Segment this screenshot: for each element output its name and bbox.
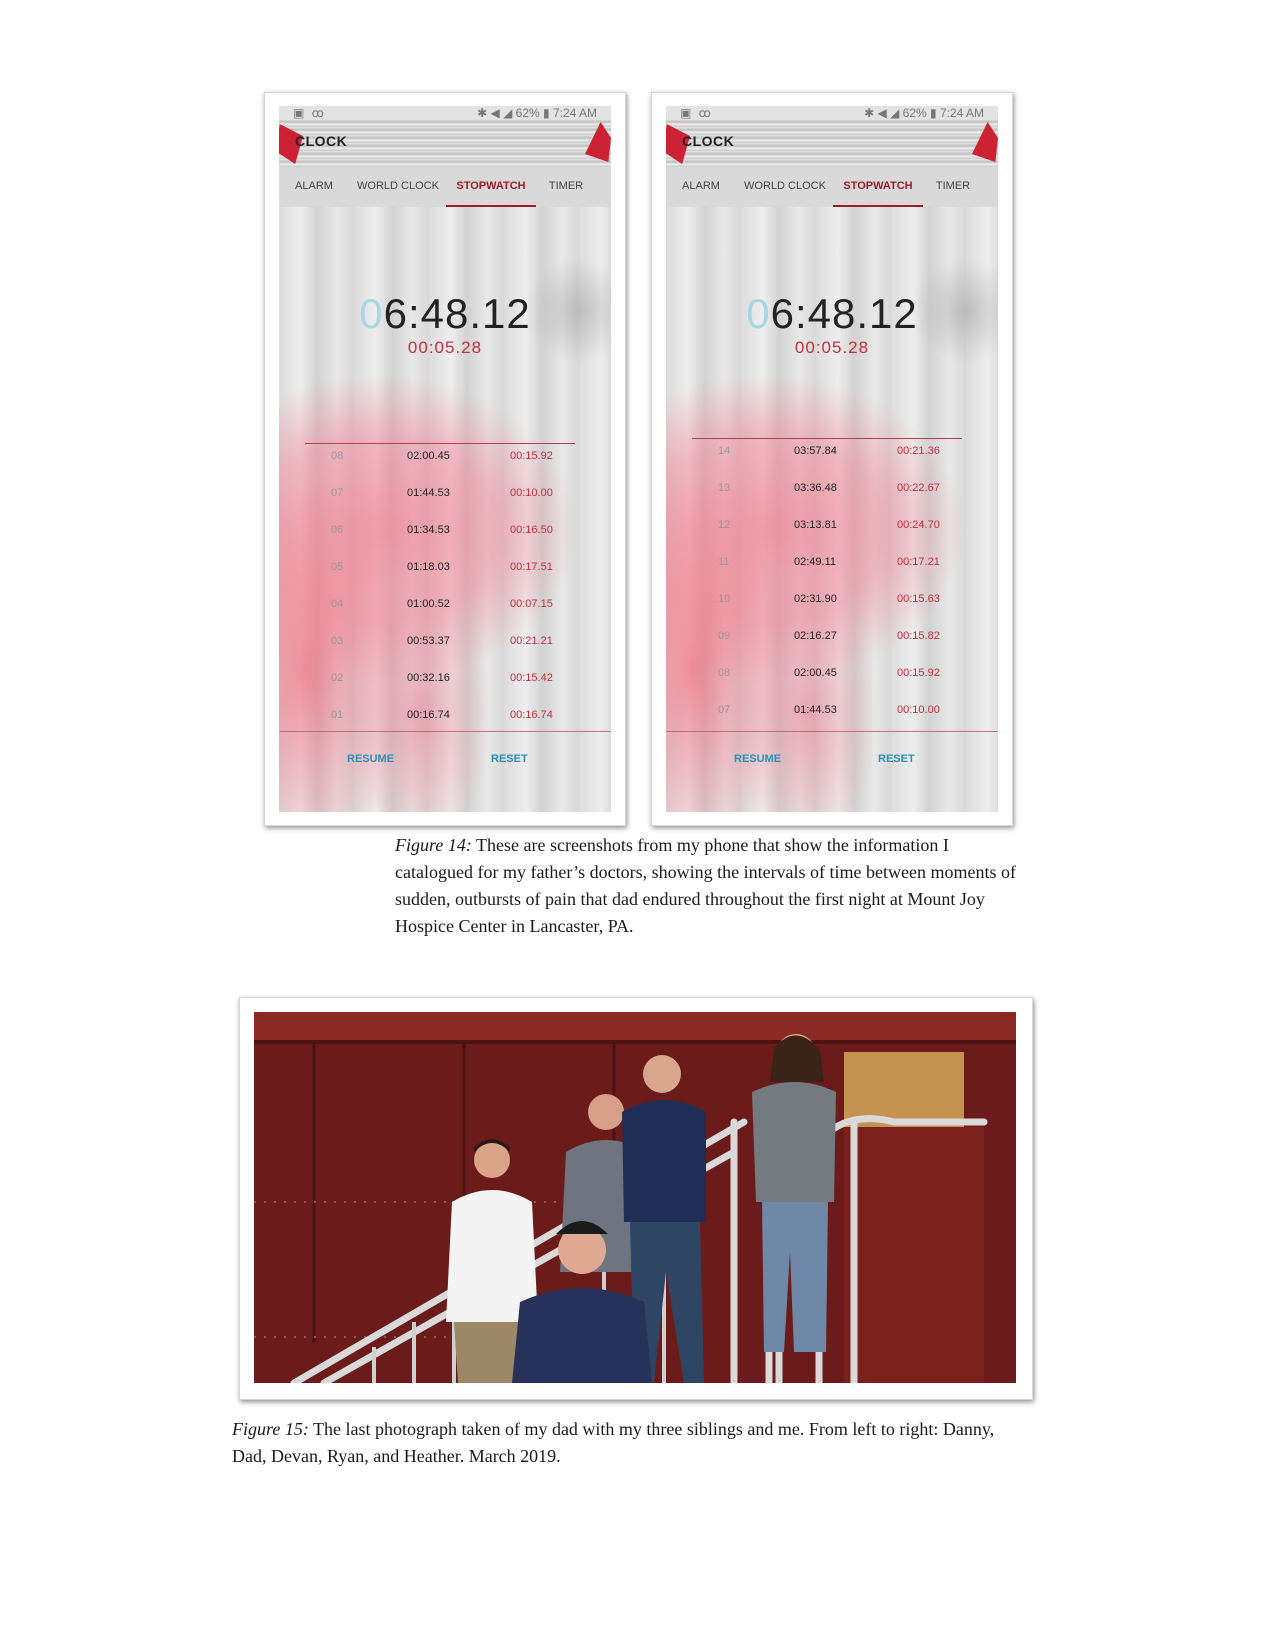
- lap-total-time: 02:31.90: [794, 593, 837, 605]
- lap-row: [279, 672, 611, 709]
- lap-row: [279, 561, 611, 598]
- tab-bar: [666, 167, 998, 207]
- phone-screenshot-left: [264, 92, 626, 826]
- lap-split-time: 00:22.67: [897, 482, 940, 494]
- button-divider: [279, 731, 611, 732]
- lap-total-time: 03:57.84: [794, 445, 837, 457]
- lap-number: 02: [331, 672, 344, 684]
- tab-timer[interactable]: TIMER: [548, 180, 584, 192]
- lap-total-time: 02:16.27: [794, 630, 837, 642]
- resume-button[interactable]: RESUME: [347, 753, 395, 765]
- tab-stopwatch[interactable]: STOPWATCH: [446, 167, 536, 207]
- elapsed-digits: 6:48.12: [770, 290, 918, 337]
- app-title: CLOCK: [295, 133, 348, 149]
- stopwatch-elapsed-time: [279, 290, 611, 338]
- lap-number: 07: [718, 704, 731, 716]
- lap-total-time: 01:34.53: [407, 524, 450, 536]
- lap-row: [666, 630, 998, 667]
- figure-15-text: The last photograph taken of my dad with my three siblings and me. From left to right: Danny, Dad, Devan, Ryan, and Heather. March 2019.: [232, 1419, 995, 1466]
- lap-total-time: 01:00.52: [407, 598, 450, 610]
- stopwatch-screen: [666, 106, 998, 812]
- tab-world-clock[interactable]: WORLD CLOCK: [357, 180, 439, 192]
- phone-screenshot-right: [651, 92, 1013, 826]
- figure-15-caption: [232, 1416, 1032, 1470]
- status-bar: [666, 106, 998, 120]
- lap-split-time: 00:16.74: [510, 709, 553, 721]
- lap-row: [666, 704, 998, 741]
- lap-total-time: 01:44.53: [794, 704, 837, 716]
- status-indicators: ✱ ◀ ◢ 62% ▮ 7:24 AM: [864, 106, 984, 120]
- lap-row: [279, 524, 611, 561]
- lap-number: 08: [718, 667, 731, 679]
- lap-split-time: 00:15.82: [897, 630, 940, 642]
- lap-split-time: 00:15.63: [897, 593, 940, 605]
- lap-number: 06: [331, 524, 344, 536]
- lap-number: 10: [718, 593, 731, 605]
- lap-total-time: 01:44.53: [407, 487, 450, 499]
- lap-split-time: 00:17.21: [897, 556, 940, 568]
- lap-number: 08: [331, 450, 344, 462]
- current-lap-time: 00:05.28: [407, 338, 483, 357]
- lap-row: [666, 519, 998, 556]
- button-divider: [666, 731, 998, 732]
- lap-total-time: 03:36.48: [794, 482, 837, 494]
- lap-number: 12: [718, 519, 731, 531]
- stopwatch-screen: [279, 106, 611, 812]
- family-photo: [254, 1012, 1016, 1383]
- lap-total-time: 02:00.45: [794, 667, 837, 679]
- lap-row: [666, 556, 998, 593]
- app-header: [279, 120, 611, 167]
- notification-icons: ▣ ꝏ: [680, 106, 713, 120]
- figure-15-label: Figure 15:: [232, 1419, 309, 1439]
- figure-14-caption: [395, 832, 1025, 940]
- lap-split-time: 00:10.00: [897, 704, 940, 716]
- lap-number: 07: [331, 487, 344, 499]
- lap-split-time: 00:17.51: [510, 561, 553, 573]
- tab-timer[interactable]: TIMER: [935, 180, 971, 192]
- lap-row: [279, 709, 611, 746]
- lap-number: 04: [331, 598, 344, 610]
- tab-alarm[interactable]: ALARM: [682, 180, 720, 192]
- lap-total-time: 00:16.74: [407, 709, 450, 721]
- lap-split-time: 00:16.50: [510, 524, 553, 536]
- lap-list: [279, 450, 611, 746]
- lap-total-time: 03:13.81: [794, 519, 837, 531]
- elapsed-leading-digit: 0: [359, 290, 384, 337]
- leaf-decoration-icon: [972, 122, 998, 162]
- stopwatch-elapsed-time: [666, 290, 998, 338]
- resume-button[interactable]: RESUME: [734, 753, 782, 765]
- app-header: [666, 120, 998, 167]
- lap-row: [279, 635, 611, 672]
- lap-number: 05: [331, 561, 344, 573]
- lap-row: [666, 445, 998, 482]
- lap-split-time: 00:15.92: [510, 450, 553, 462]
- lap-total-time: 00:32.16: [407, 672, 450, 684]
- lap-split-time: 00:07.15: [510, 598, 553, 610]
- lap-number: 13: [718, 482, 731, 494]
- lap-row: [279, 598, 611, 635]
- lap-split-time: 00:21.36: [897, 445, 940, 457]
- lap-split-time: 00:15.92: [897, 667, 940, 679]
- lap-row: [666, 593, 998, 630]
- elapsed-digits: 6:48.12: [383, 290, 531, 337]
- reset-button[interactable]: RESET: [878, 753, 915, 765]
- app-title: CLOCK: [682, 133, 735, 149]
- lap-divider: [305, 443, 575, 444]
- figure-14-text: These are screenshots from my phone that show the information I catalogued for my father’s doctors, showing the intervals of time between moments of sudden, outbursts of pain that dad endured throughout the first night at Mount Joy Hospice Center in Lancaster, PA.: [395, 835, 1016, 936]
- lap-number: 03: [331, 635, 344, 647]
- lap-number: 01: [331, 709, 344, 721]
- lap-total-time: 00:53.37: [407, 635, 450, 647]
- leaf-decoration-icon: [585, 122, 611, 162]
- notification-icons: ▣ ꝏ: [293, 106, 326, 120]
- lap-row: [279, 450, 611, 487]
- lap-row: [666, 667, 998, 704]
- tab-alarm[interactable]: ALARM: [295, 180, 333, 192]
- lap-number: 09: [718, 630, 731, 642]
- lap-split-time: 00:24.70: [897, 519, 940, 531]
- lap-split-time: 00:10.00: [510, 487, 553, 499]
- family-photo-frame: [239, 997, 1033, 1400]
- lap-divider: [692, 438, 962, 439]
- reset-button[interactable]: RESET: [491, 753, 528, 765]
- lap-list: [666, 445, 998, 741]
- figure-14-label: Figure 14:: [395, 835, 472, 855]
- status-bar: [279, 106, 611, 120]
- lap-total-time: 02:49.11: [794, 556, 837, 568]
- lap-split-time: 00:21.21: [510, 635, 553, 647]
- elapsed-leading-digit: 0: [746, 290, 771, 337]
- family-photo-illustration: [254, 1012, 1016, 1383]
- status-indicators: ✱ ◀ ◢ 62% ▮ 7:24 AM: [477, 106, 597, 120]
- lap-total-time: 02:00.45: [407, 450, 450, 462]
- tab-bar: [279, 167, 611, 207]
- lap-row: [666, 482, 998, 519]
- current-lap-time: 00:05.28: [794, 338, 870, 357]
- tab-stopwatch[interactable]: STOPWATCH: [833, 167, 923, 207]
- lap-split-time: 00:15.42: [510, 672, 553, 684]
- tab-world-clock[interactable]: WORLD CLOCK: [744, 180, 826, 192]
- lap-row: [279, 487, 611, 524]
- lap-number: 14: [718, 445, 731, 457]
- lap-total-time: 01:18.03: [407, 561, 450, 573]
- lap-number: 11: [718, 556, 730, 568]
